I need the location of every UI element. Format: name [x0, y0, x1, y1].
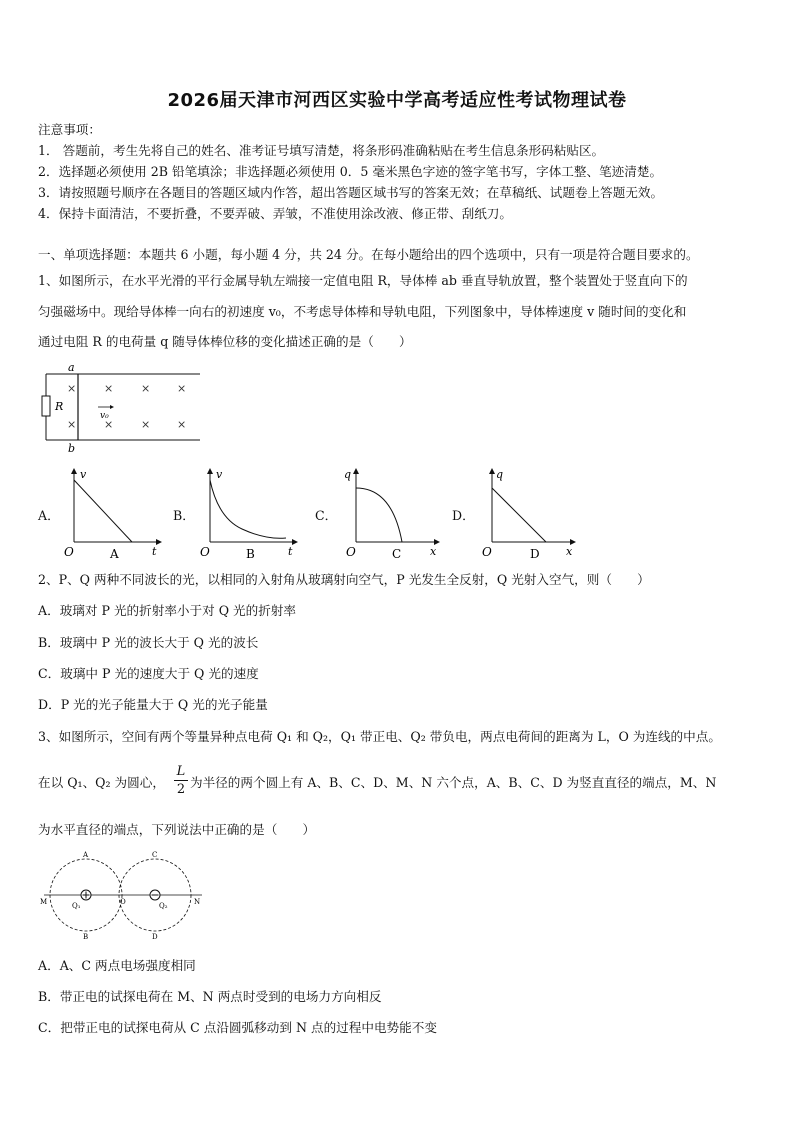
graph-b-origin: O [200, 545, 210, 559]
q3-charges-figure [38, 848, 208, 942]
q3-fraction [174, 764, 188, 797]
q3-option-b: B．带正电的试探电荷在 M、N 两点时受到的电场力方向相反 [38, 989, 382, 1004]
q1-stem-line2: 匀强磁场中。现给导体棒一向右的初速度 v₀，不考虑导体棒和导轨电阻，下列图象中，导体棒速度 v 随时间的变化和 [38, 304, 687, 319]
field-cross: × [141, 382, 151, 395]
q3-fraction-denominator: 2 [176, 782, 186, 797]
page-title: 2026届天津市河西区实验中学高考适应性考试物理试卷 [167, 90, 627, 111]
field-cross: × [67, 382, 77, 395]
field-cross: × [177, 418, 187, 431]
graph-d-xlabel: x [566, 545, 573, 558]
q2-option-c: C．玻璃中 P 光的速度大于 Q 光的速度 [38, 666, 259, 681]
graph-d-caption: D [530, 547, 540, 560]
notice-item-2: 2．选择题必须使用 2B 铅笔填涂；非选择题必须使用 0．5 毫米黑色字迹的签字笔书写，字体工整、笔迹清楚。 [38, 164, 663, 179]
q1-graph-b [194, 466, 304, 560]
q1-graph-d [476, 466, 586, 560]
graph-a-xlabel: t [152, 545, 157, 558]
field-cross: × [67, 418, 77, 431]
fig-label-B: B [83, 933, 89, 941]
graph-c-ylabel: q [344, 468, 352, 481]
q2-stem: 2、P、Q 两种不同波长的光，以相同的入射角从玻璃射向空气，P 光发生全反射，Q 光射入空气，则（ ） [38, 572, 650, 587]
q1-option-b-label: B． [173, 508, 195, 523]
field-cross: × [104, 382, 114, 395]
q1-label-a: a [68, 362, 75, 374]
q1-circuit-figure [38, 362, 208, 454]
graph-a-caption: A [110, 547, 119, 560]
graph-b-caption: B [246, 547, 255, 560]
field-cross: × [141, 418, 151, 431]
notice-heading: 注意事项： [38, 122, 101, 137]
field-cross: × [104, 418, 114, 431]
notice-item-1: 1． 答题前，考生先将自己的姓名、准考证号填写清楚，将条形码准确粘贴在考生信息条形码粘贴区。 [38, 143, 605, 158]
q1-option-d-label: D． [452, 508, 475, 523]
notice-item-3: 3．请按照题号顺序在各题目的答题区域内作答，超出答题区域书写的答案无效；在草稿纸、试题卷上答题无效。 [38, 185, 664, 200]
fig-label-Q2: Q₂ [159, 902, 168, 910]
q3-option-c: C．把带正电的试探电荷从 C 点沿圆弧移动到 N 点的过程中电势能不变 [38, 1020, 437, 1035]
field-cross: × [177, 382, 187, 395]
graph-c-caption: C [392, 547, 402, 560]
q1-stem-line3: 通过电阻 R 的电荷量 q 随导体棒位移的变化描述正确的是（ ） [38, 334, 412, 349]
q1-label-v0: v₀ [100, 411, 109, 421]
q1-option-a-label: A． [38, 508, 60, 523]
graph-d-ylabel: q [496, 468, 504, 481]
graph-a-ylabel: v [80, 468, 87, 481]
q1-label-R: R [55, 400, 64, 413]
q3-stem-line2b: 为半径的两个圆上有 A、B、C、D、M、N 六个点，A、B、C、D 为竖直直径的端点，M、N [190, 775, 717, 790]
q2-option-a: A．玻璃对 P 光的折射率小于对 Q 光的折射率 [38, 603, 296, 618]
fig-label-D: D [152, 933, 158, 941]
q2-option-b: B．玻璃中 P 光的波长大于 Q 光的波长 [38, 635, 259, 650]
fig-label-C: C [152, 851, 158, 859]
fig-label-N: N [194, 898, 201, 906]
q1-graph-a [58, 466, 168, 560]
q3-stem-line1: 3、如图所示，空间有两个等量异种点电荷 Q₁ 和 Q₂，Q₁ 带正电、Q₂ 带负电，两点电荷间的距离为 L，O 为连线的中点。 [38, 729, 721, 744]
q2-option-d: D．P 光的光子能量大于 Q 光的光子能量 [38, 697, 268, 712]
fig-label-A: A [83, 851, 89, 859]
graph-d-origin: O [482, 545, 492, 559]
q1-option-c-label: C． [315, 508, 338, 523]
q3-fraction-numerator: L [176, 764, 186, 779]
q3-stem-line2a: 在以 Q₁、Q₂ 为圆心， [38, 775, 165, 790]
graph-b-ylabel: v [216, 468, 223, 481]
fig-label-O: O [120, 898, 126, 906]
graph-a-origin: O [64, 545, 74, 559]
q1-stem-line1: 1、如图所示，在水平光滑的平行金属导轨左端接一定值电阻 R，导体棒 ab 垂直导轨放置，整个装置处于竖直向下的 [38, 273, 688, 288]
graph-c-xlabel: x [430, 545, 437, 558]
graph-c-origin: O [346, 545, 356, 559]
section-heading: 一、单项选择题：本题共 6 小题，每小题 4 分，共 24 分。在每小题给出的四个选项中，只有一项是符合题目要求的。 [38, 247, 699, 262]
graph-b-xlabel: t [288, 545, 293, 558]
q1-label-b: b [68, 442, 76, 454]
notice-item-4: 4．保持卡面清洁，不要折叠，不要弄破、弄皱，不准使用涂改液、修正带、刮纸刀。 [38, 206, 512, 221]
fig-label-M: M [40, 898, 48, 906]
fig-label-Q1: Q₁ [72, 902, 81, 910]
q1-graph-c [340, 466, 450, 560]
q3-stem-line3: 为水平直径的端点，下列说法中正确的是（ ） [38, 822, 316, 837]
q3-option-a: A．A、C 两点电场强度相同 [38, 958, 196, 973]
